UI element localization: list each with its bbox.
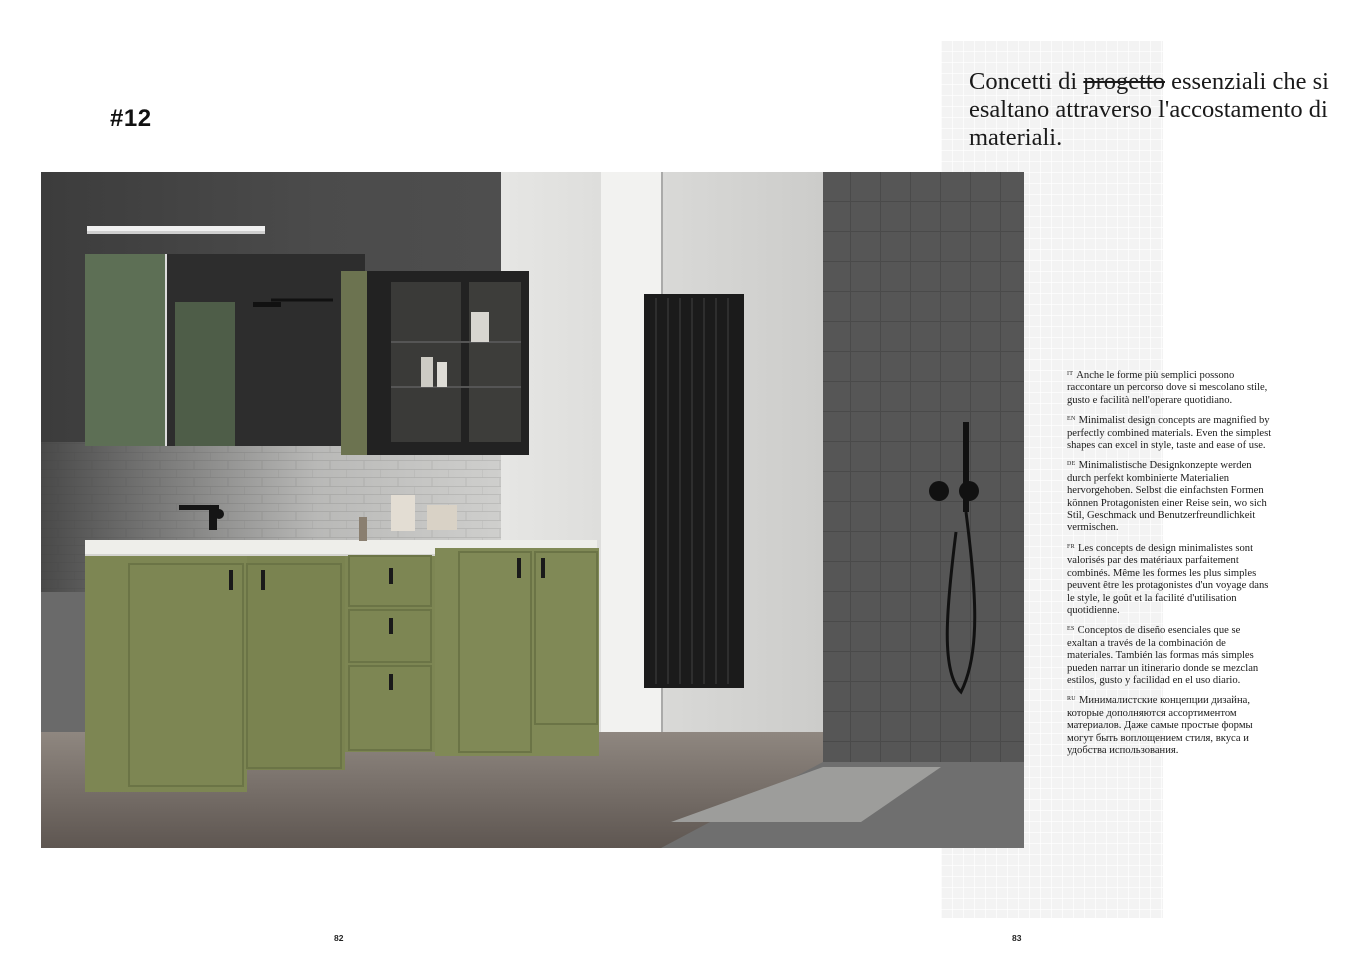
- paragraph-text-de: Minimalistische Designkonzepte werden durch perfekt kombinierte Materialien hervorgehoben. Selbst die einfachsten Formen können Protagonisten einer Reise sein, wo sich Stil, Geschmack und Benutzerfreundlichkeit vermischen.: [1067, 460, 1267, 534]
- headline-part2: essenziali che si esaltano attraverso l'accostamento di materiali.: [969, 68, 1329, 151]
- paragraph-text-en: Minimalist design concepts are magnified by perfectly combined materials. Even the simplest shapes can excel in style, taste and ease of use.: [1067, 415, 1272, 452]
- paragraph-text-ru: Минималистские концепции дизайна, которые дополняются ассортиментом материалов. Даже самые простые формы могут быть воплощением стиля, вкуса и удобства использования.: [1067, 695, 1253, 756]
- paragraph-text-fr: Les concepts de design minimalistes sont valorisés par des matériaux parfaitement combinés. Même les formes les plus simples peuvent être les protagonistes d'un voyage dans le style, le goût et la facilité d'utilisation quotidienne.: [1067, 542, 1269, 616]
- lang-code-de: DE: [1067, 461, 1076, 468]
- paragraph-text-it: Anche le forme più semplici possono raccontare un percorso dove si mescolano stile, gusto e facilità nell'operare quotidiano.: [1067, 370, 1268, 406]
- paragraph-de: [1067, 458, 1272, 534]
- section-number: #12: [110, 105, 152, 132]
- paragraph-ru: [1067, 693, 1272, 757]
- left-page-number: 82: [334, 933, 344, 943]
- paragraph-en: [1067, 413, 1272, 452]
- lang-code-en: EN: [1067, 416, 1076, 423]
- bathroom-vanity-photo: [41, 172, 1024, 848]
- lang-code-it: IT: [1067, 371, 1074, 377]
- paragraph-fr: [1067, 541, 1272, 617]
- right-page-number: 83: [1012, 933, 1022, 943]
- lang-code-ru: RU: [1067, 696, 1076, 703]
- headline-struck-word: progetto: [1083, 68, 1165, 95]
- paragraph-text-es: Conceptos de diseño esenciales que se exaltan a través de la combinación de materiales. También las formas más simples pueden narrar un itinerario donde se mezclan estilos, gusto y facilidad en el uso diario.: [1067, 625, 1259, 686]
- headline: [969, 68, 1339, 152]
- lang-code-es: ES: [1067, 626, 1075, 633]
- lang-code-fr: FR: [1067, 543, 1075, 550]
- paragraph-it: [1067, 368, 1272, 407]
- paragraph-es: [1067, 623, 1272, 687]
- multilingual-description: [1067, 368, 1272, 763]
- headline-part1: Concetti di: [969, 68, 1084, 95]
